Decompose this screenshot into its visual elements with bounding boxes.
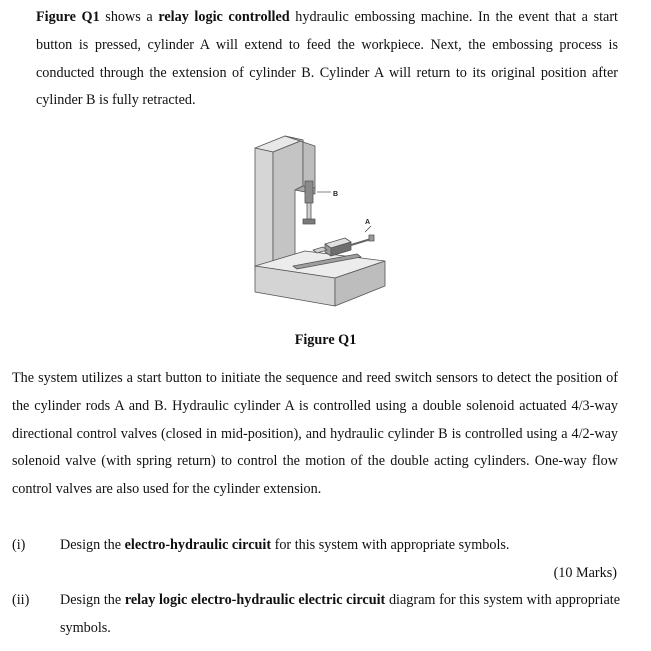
- label-cylinder-b: B: [333, 191, 339, 198]
- question-bold-term: electro-hydraulic circuit: [124, 537, 272, 553]
- embossing-machine-figure: [245, 126, 395, 321]
- figure-reference: Figure Q1: [36, 9, 100, 25]
- system-paragraph: The system utilizes a start button to initiate the sequence and reed switch sensors to detect the position of the cylinder rods A and B. Hydraulic cylinder A is controlled using a double solenoid actuated 4/3-way directional control valves (closed in mid-position), and hydraulic cylinder B is controlled using a 4/2-way solenoid valve (with spring return) to control the motion of the double acting cylinders. One-way flow control valves are also used for the cylinder extension.: [12, 370, 618, 498]
- question-text: [60, 532, 620, 560]
- question-bold-term: relay logic electro-hydraulic electric circuit: [124, 592, 386, 608]
- question-text-post: diagram for this system with appropriate symbols.: [60, 592, 620, 636]
- intro-paragraph: [36, 4, 618, 115]
- question-text-pre: Design the: [60, 537, 125, 553]
- question-number: (i): [12, 537, 26, 553]
- marks-label: (10 Marks): [553, 565, 617, 581]
- question-number: (ii): [12, 592, 30, 608]
- figure-caption: Figure Q1: [294, 332, 357, 348]
- intro-text-2: hydraulic embossing machine. In the event that a start button is pressed, cylinder A will extend to feed the workpiece. Next, the embossing process is conducted through the extension of cylinder B. Cylinder A will return to its original position after cylinder B is fully retracted.: [36, 9, 619, 109]
- intro-bold-term: relay logic controlled: [158, 9, 290, 25]
- intro-text-1: shows a: [99, 9, 159, 25]
- embossing-machine-illustration: [245, 126, 395, 321]
- question-text-pre: Design the: [60, 592, 125, 608]
- label-cylinder-a: A: [365, 219, 371, 226]
- question-text-post: for this system with appropriate symbols.: [271, 537, 510, 553]
- question-text: [60, 587, 620, 643]
